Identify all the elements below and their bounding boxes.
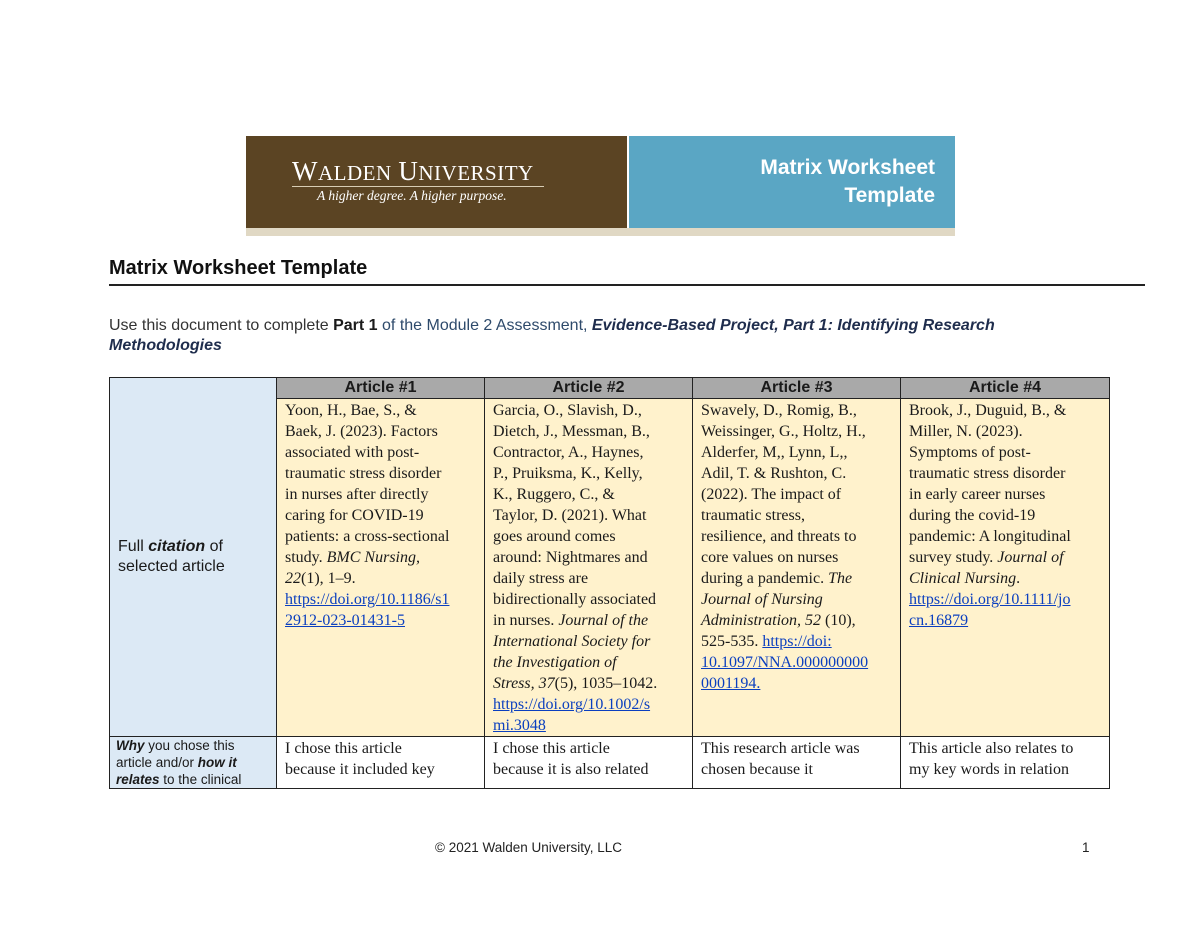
citation-line: traumatic stress, bbox=[701, 507, 805, 524]
citation-text: during a pandemic. bbox=[701, 570, 829, 587]
journal-name: Stress, 37 bbox=[493, 675, 555, 692]
citation-line: Taylor, D. (2021). What bbox=[493, 507, 647, 524]
why-text: This article also relates to bbox=[909, 740, 1074, 757]
doi-link[interactable]: mi.3048 bbox=[493, 717, 546, 734]
doi-link[interactable]: 10.1097/NNA.000000000 bbox=[701, 654, 869, 671]
column-header-article-3: Article #3 bbox=[693, 378, 901, 399]
table-header-row bbox=[110, 378, 1110, 399]
citation-text: (1), 1–9. bbox=[301, 570, 356, 587]
banner-title bbox=[695, 154, 935, 210]
citation-line bbox=[701, 631, 896, 652]
walden-logo-panel bbox=[246, 136, 627, 228]
journal-name: BMC Nursing, bbox=[326, 549, 420, 566]
citation-line bbox=[285, 547, 480, 568]
citation-line: daily stress are bbox=[493, 570, 589, 587]
row-label-text: to the clinical bbox=[159, 772, 242, 787]
row-label-citation bbox=[110, 378, 277, 737]
column-header-article-1: Article #1 bbox=[277, 378, 485, 399]
citation-line: Contractor, A., Haynes, bbox=[493, 444, 644, 461]
citation-line: patients: a cross-sectional bbox=[285, 528, 450, 545]
why-text: This research article was bbox=[701, 740, 860, 757]
doi-link[interactable]: 0001194. bbox=[701, 675, 761, 692]
instructions bbox=[109, 316, 1139, 356]
citation-line: Garcia, O., Slavish, D., bbox=[493, 402, 642, 419]
citation-text: survey study. bbox=[909, 549, 998, 566]
citation-line: bidirectionally associated bbox=[493, 591, 657, 608]
citation-cell-article-2 bbox=[485, 399, 693, 737]
document-title: Matrix Worksheet Template bbox=[109, 257, 368, 279]
citation-line: Yoon, H., Bae, S., & bbox=[285, 402, 417, 419]
doi-link[interactable]: https://doi: bbox=[762, 633, 832, 650]
citation-line: goes around comes bbox=[493, 528, 616, 545]
citation-line bbox=[493, 610, 688, 631]
citation-text: 525-535. bbox=[701, 633, 763, 650]
column-header-article-4: Article #4 bbox=[901, 378, 1110, 399]
citation-line: caring for COVID-19 bbox=[285, 507, 424, 524]
citation-line: (2022). The impact of bbox=[701, 486, 842, 503]
row-label-text: you chose this bbox=[144, 738, 235, 753]
doi-link[interactable]: https://doi.org/10.1002/s bbox=[493, 696, 651, 713]
citation-line: in early career nurses bbox=[909, 486, 1046, 503]
citation-line: P., Pruiksma, K., Kelly, bbox=[493, 465, 643, 482]
journal-name: the Investigation of bbox=[493, 654, 617, 671]
footer-copyright: © 2021 Walden University, LLC bbox=[435, 840, 623, 855]
row-label-emphasis: how it bbox=[197, 755, 237, 770]
walden-logo-wordmark: WALDEN UNIVERSITY bbox=[292, 156, 534, 186]
matrix-table bbox=[109, 377, 1110, 789]
volume-number: 22 bbox=[285, 570, 301, 587]
doi-link[interactable]: 2912-023-01431-5 bbox=[285, 612, 405, 629]
why-cell-article-3[interactable] bbox=[693, 737, 901, 789]
logo-tagline: A higher degree. A higher purpose. bbox=[317, 188, 507, 203]
citation-cell-article-1 bbox=[277, 399, 485, 737]
why-text: because it is also related bbox=[493, 761, 649, 778]
journal-name: Journal of the bbox=[558, 612, 649, 629]
citation-line: Weissinger, G., Holtz, H., bbox=[701, 423, 866, 440]
banner-underline-strip bbox=[246, 228, 955, 236]
citation-line bbox=[701, 568, 896, 589]
citation-text: (5), 1035–1042. bbox=[554, 675, 658, 692]
doi-link[interactable]: https://doi.org/10.1111/jo bbox=[909, 591, 1071, 608]
instr-prefix: Use this document to complete bbox=[109, 317, 334, 334]
instr-middle: of the Module 2 Assessment, bbox=[377, 317, 592, 334]
citation-text: in nurses. bbox=[493, 612, 559, 629]
logo-divider bbox=[292, 186, 544, 187]
why-text: I chose this article bbox=[285, 740, 402, 757]
row-label-text: of bbox=[205, 538, 223, 555]
citation-line bbox=[701, 610, 896, 631]
citation-text: . bbox=[1016, 570, 1021, 587]
citation-line: traumatic stress disorder bbox=[909, 465, 1066, 482]
row-label-text: selected article bbox=[118, 558, 225, 575]
row-label-why bbox=[110, 737, 277, 789]
citation-line: Baek, J. (2023). Factors bbox=[285, 423, 438, 440]
doi-link[interactable]: https://doi.org/10.1186/s1 bbox=[285, 591, 450, 608]
instr-part: Part 1 bbox=[333, 317, 378, 334]
citation-line: Adil, T. & Rushton, C. bbox=[701, 465, 847, 482]
journal-name: International Society for bbox=[493, 633, 651, 650]
row-label-text: article and/or bbox=[116, 755, 198, 770]
why-text: chosen because it bbox=[701, 761, 813, 778]
why-text: my key words in relation bbox=[909, 761, 1069, 778]
citation-line: Miller, N. (2023). bbox=[909, 423, 1023, 440]
doi-link[interactable]: cn.16879 bbox=[909, 612, 969, 629]
footer-page-number: 1 bbox=[1082, 840, 1090, 855]
header-banner bbox=[246, 136, 955, 236]
citation-line: Dietch, J., Messman, B., bbox=[493, 423, 650, 440]
citation-line: around: Nightmares and bbox=[493, 549, 648, 566]
citation-line: core values on nurses bbox=[701, 549, 839, 566]
instr-project-line1: Evidence-Based Project, Part 1: Identifying Research bbox=[591, 317, 995, 334]
citation-line: traumatic stress disorder bbox=[285, 465, 442, 482]
banner-title-line1: Matrix Worksheet bbox=[760, 156, 935, 179]
citation-line bbox=[493, 673, 688, 694]
citation-line bbox=[285, 568, 480, 589]
citation-line: Alderfer, M,, Lynn, L,, bbox=[701, 444, 848, 461]
why-cell-article-1[interactable] bbox=[277, 737, 485, 789]
citation-line: in nurses after directly bbox=[285, 486, 429, 503]
citation-line bbox=[909, 568, 1105, 589]
citation-line: Brook, J., Duguid, B., & bbox=[909, 402, 1067, 419]
banner-title-panel bbox=[629, 136, 955, 228]
journal-name: Journal of bbox=[997, 549, 1064, 566]
why-row bbox=[110, 737, 1110, 789]
citation-line: pandemic: A longitudinal bbox=[909, 528, 1071, 545]
citation-text: study. bbox=[285, 549, 327, 566]
citation-text: (10), bbox=[821, 612, 856, 629]
citation-cell-article-3 bbox=[693, 399, 901, 737]
citation-line: associated with post- bbox=[285, 444, 420, 461]
column-header-article-2: Article #2 bbox=[485, 378, 693, 399]
row-label-emphasis: citation bbox=[148, 538, 206, 555]
citation-line: Swavely, D., Romig, B., bbox=[701, 402, 857, 419]
journal-name: Journal of Nursing bbox=[701, 591, 823, 608]
why-cell-article-2[interactable] bbox=[485, 737, 693, 789]
banner-title-line2: Template bbox=[844, 184, 935, 207]
why-cell-article-4[interactable] bbox=[901, 737, 1110, 789]
journal-name: Clinical Nursing bbox=[909, 570, 1017, 587]
citation-cell-article-4 bbox=[901, 399, 1110, 737]
journal-name: The bbox=[828, 570, 853, 587]
why-text: I chose this article bbox=[493, 740, 610, 757]
row-label-emphasis: Why bbox=[116, 738, 145, 753]
row-label-emphasis: relates bbox=[116, 772, 160, 787]
citation-line: Symptoms of post- bbox=[909, 444, 1031, 461]
citation-line: during the covid-19 bbox=[909, 507, 1036, 524]
citation-line: resilience, and threats to bbox=[701, 528, 857, 545]
title-rule bbox=[109, 284, 1145, 286]
citation-line: K., Ruggero, C., & bbox=[493, 486, 615, 503]
journal-name: Administration, 52 bbox=[701, 612, 822, 629]
citation-line bbox=[909, 547, 1105, 568]
row-label-text: Full bbox=[118, 538, 149, 555]
instr-project-line2: Methodologies bbox=[109, 337, 222, 354]
why-text: because it included key bbox=[285, 761, 435, 778]
